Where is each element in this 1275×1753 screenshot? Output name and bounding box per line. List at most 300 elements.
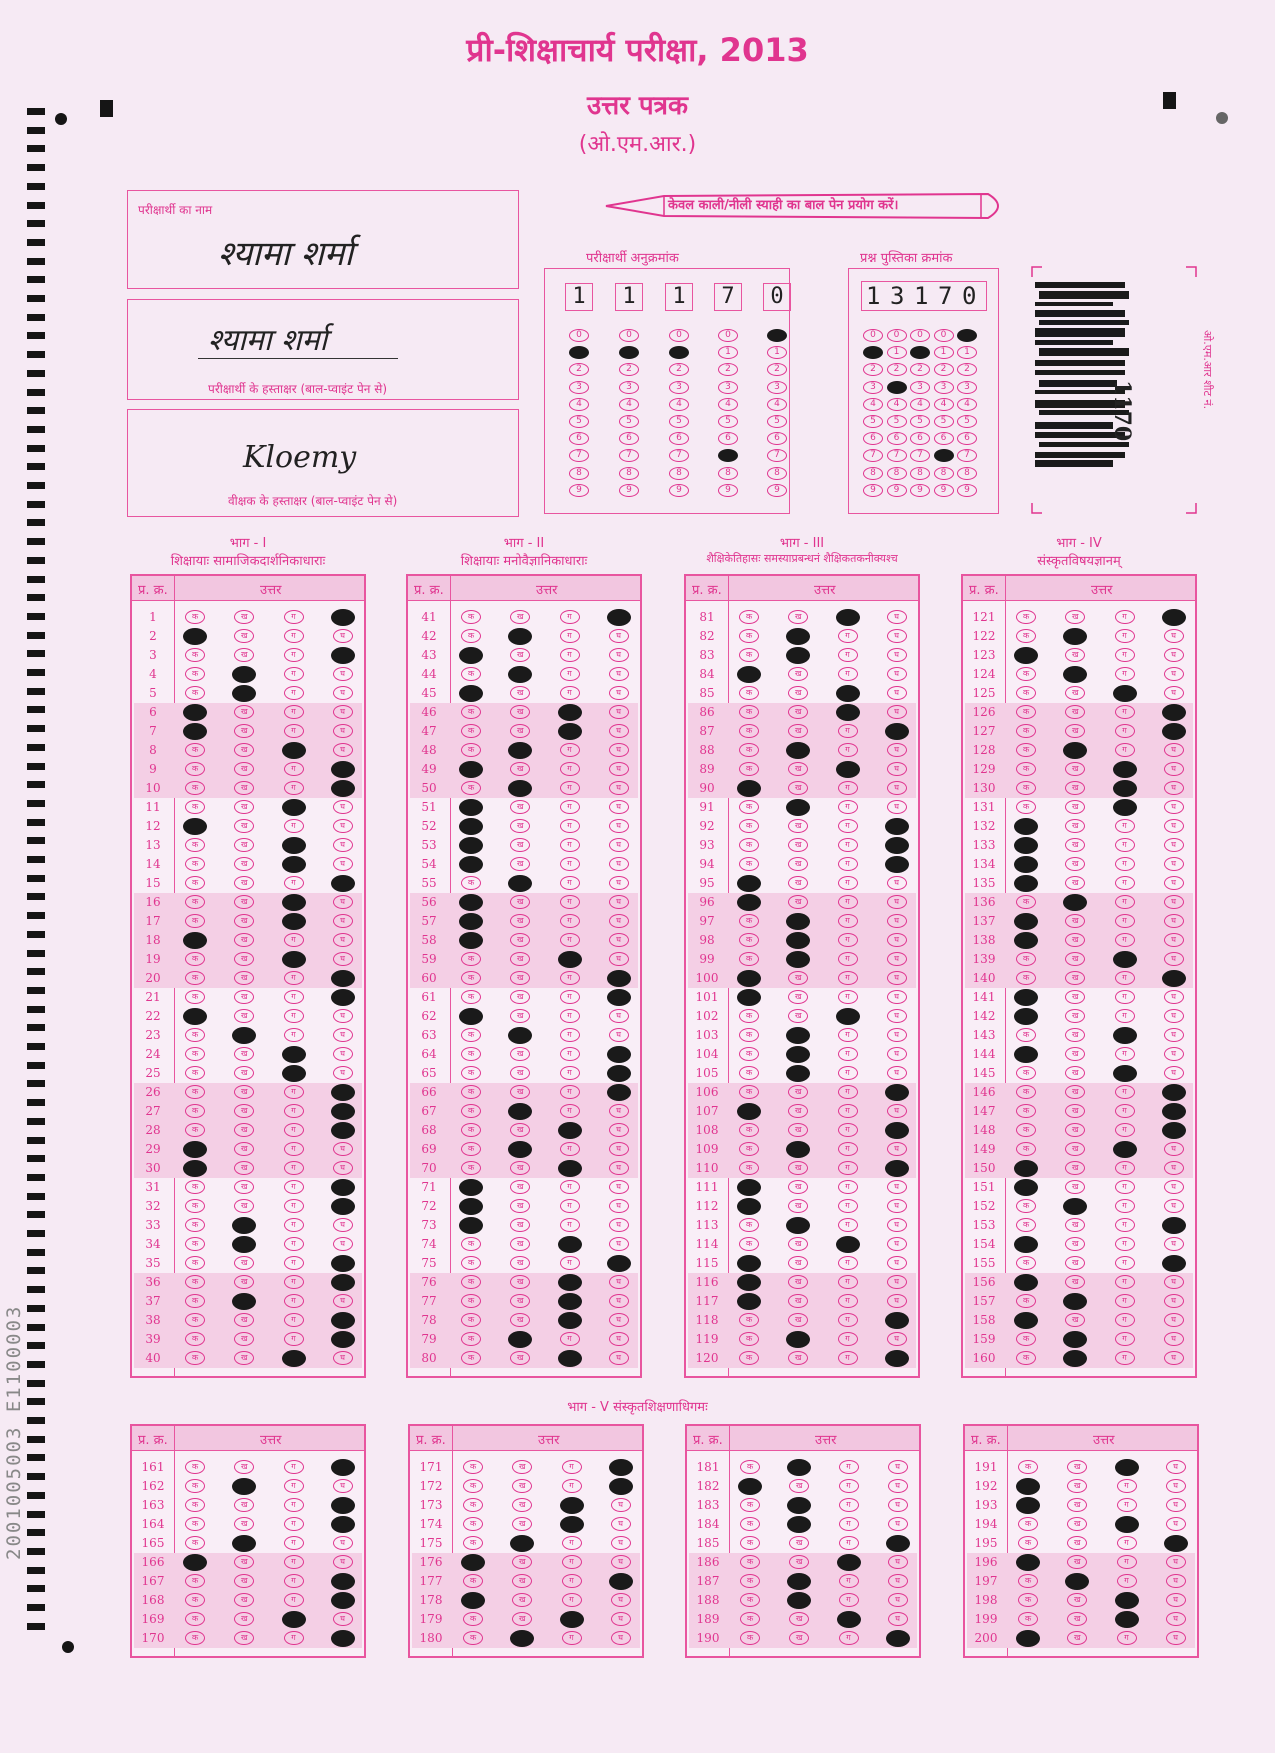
answer-bubble: घ (1166, 1479, 1186, 1493)
table-row (410, 1349, 638, 1368)
table-row (410, 969, 638, 988)
answer-bubble: घ (1166, 1631, 1186, 1645)
table-row (689, 1458, 917, 1477)
answer-bubble: ख (234, 762, 254, 776)
booklet-digit-bubble: 5 (863, 415, 883, 428)
booklet-digit-bubble (910, 346, 930, 359)
answer-bubble: क (185, 781, 205, 795)
question-number: 193 (974, 1498, 998, 1512)
table-row (689, 1496, 917, 1515)
answer-bubble: ख (510, 1180, 530, 1194)
question-number: 133 (972, 838, 996, 852)
question-number: 157 (972, 1294, 996, 1308)
answer-bubble: घ (887, 1047, 907, 1061)
booklet-digit-bubble (863, 346, 883, 359)
answer-bubble (1115, 1516, 1139, 1533)
answer-bubble: ग (284, 1498, 304, 1512)
answer-bubble: क (185, 686, 205, 700)
answer-bubble: क (461, 610, 481, 624)
answer-bubble: ग (1115, 724, 1135, 738)
question-number: 55 (421, 876, 437, 890)
answer-bubble: घ (1164, 857, 1184, 871)
answer-bubble: क (461, 1142, 481, 1156)
answer-bubble: क (739, 629, 759, 643)
answer-bubble: घ (1164, 895, 1184, 909)
answer-bubble: ग (1115, 895, 1135, 909)
answer-bubble (1014, 837, 1038, 854)
answer-bubble (1014, 1008, 1038, 1025)
question-number: 165 (141, 1536, 165, 1550)
answer-bubble: ख (1065, 610, 1085, 624)
answer-bubble: क (461, 1275, 481, 1289)
table-row (967, 1629, 1195, 1648)
answer-bubble (331, 1516, 355, 1533)
answer-bubble: क (1016, 705, 1036, 719)
answer-bubble: घ (888, 1517, 908, 1531)
answer-bubble (1113, 1065, 1137, 1082)
answer-bubble (885, 837, 909, 854)
answer-bubble: ग (1115, 1180, 1135, 1194)
answer-table (684, 574, 920, 1378)
answer-bubble: ख (510, 838, 530, 852)
answer-bubble (737, 1179, 761, 1196)
answer-bubble: ख (1065, 1028, 1085, 1042)
booklet-digit-bubble: 3 (863, 381, 883, 394)
question-number: 6 (149, 705, 157, 719)
answer-bubble: ग (284, 1161, 304, 1175)
answer-bubble: घ (1164, 952, 1184, 966)
question-number: 54 (421, 857, 437, 871)
answer-bubble: ग (284, 648, 304, 662)
answer-bubble: घ (1164, 1066, 1184, 1080)
answer-bubble (331, 1592, 355, 1609)
answer-bubble (1014, 818, 1038, 835)
answer-bubble: ग (562, 1479, 582, 1493)
answer-bubble: घ (887, 705, 907, 719)
answer-bubble (1113, 1141, 1137, 1158)
answer-bubble: घ (333, 1479, 353, 1493)
table-row (134, 665, 362, 684)
answer-bubble: ख (510, 762, 530, 776)
answer-bubble (1162, 1122, 1186, 1139)
answer-bubble (609, 1478, 633, 1495)
answer-bubble: ख (234, 952, 254, 966)
table-row (965, 627, 1193, 646)
answer-bubble: घ (1164, 800, 1184, 814)
answer-bubble: घ (611, 1612, 631, 1626)
question-number: 158 (972, 1313, 996, 1327)
answer-bubble: घ (1164, 686, 1184, 700)
booklet-digit-bubble: 9 (887, 484, 907, 497)
answer-bubble: ग (284, 1313, 304, 1327)
booklet-digit-bubble: 6 (910, 432, 930, 445)
roll-digit-bubble: 3 (767, 381, 787, 394)
answer-bubble: ग (838, 933, 858, 947)
answer-bubble: क (1016, 686, 1036, 700)
booklet-digit: 3 (890, 282, 905, 310)
question-number: 2 (149, 629, 157, 643)
answer-bubble: ख (789, 1536, 809, 1550)
question-number: 120 (695, 1351, 719, 1365)
answer-bubble: ग (1117, 1574, 1137, 1588)
answer-bubble: ख (234, 990, 254, 1004)
question-number-header: प्र. क्र. (693, 1433, 723, 1448)
question-number: 173 (419, 1498, 443, 1512)
answer-bubble (1113, 799, 1137, 816)
answer-bubble: क (1016, 762, 1036, 776)
question-number: 136 (972, 895, 996, 909)
answer-bubble: क (739, 800, 759, 814)
table-row (412, 1515, 640, 1534)
answer-table-header (132, 1426, 364, 1451)
answer-bubble: ख (512, 1479, 532, 1493)
roll-digit-bubble: 2 (669, 363, 689, 376)
timing-mark (27, 576, 45, 583)
answer-bubble (331, 1331, 355, 1348)
table-row (688, 950, 916, 969)
answer-bubble: घ (609, 1142, 629, 1156)
answer-bubble: घ (1164, 1294, 1184, 1308)
answer-bubble: ख (788, 705, 808, 719)
section-title (110, 533, 386, 569)
answer-bubble: ख (788, 1085, 808, 1099)
table-row (688, 988, 916, 1007)
answer-bubble: घ (887, 1028, 907, 1042)
answer-bubble: क (185, 838, 205, 852)
booklet-digit-bubble: 1 (887, 346, 907, 359)
answer-bubble (331, 1198, 355, 1215)
table-row (689, 1610, 917, 1629)
question-number: 142 (972, 1009, 996, 1023)
answer-bubble: क (1016, 1085, 1036, 1099)
answer-bubble: ख (234, 629, 254, 643)
answer-bubble: घ (333, 1142, 353, 1156)
answer-bubble (786, 951, 810, 968)
question-number: 130 (972, 781, 996, 795)
answer-bubble: ख (1065, 1142, 1085, 1156)
question-number: 75 (421, 1256, 437, 1270)
answer-bubble: क (185, 876, 205, 890)
answer-bubble: घ (333, 1066, 353, 1080)
roll-digit-bubble: 1 (767, 346, 787, 359)
answer-bubble: ख (512, 1593, 532, 1607)
timing-mark (27, 1361, 45, 1368)
answer-bubble (331, 1630, 355, 1647)
answer-bubble: ग (284, 1180, 304, 1194)
answer-bubble: ग (562, 1593, 582, 1607)
table-row (688, 1102, 916, 1121)
table-row (688, 703, 916, 722)
timing-mark (27, 1529, 45, 1536)
answer-bubble (787, 1592, 811, 1609)
answer-bubble: ग (838, 648, 858, 662)
answer-bubble: घ (609, 1123, 629, 1137)
answer-bubble: क (1016, 629, 1036, 643)
question-number: 172 (419, 1479, 443, 1493)
answer-bubble: ग (284, 1574, 304, 1588)
answer-bubble: ख (788, 762, 808, 776)
answer-bubble: ग (838, 1028, 858, 1042)
table-row (134, 912, 362, 931)
answer-bubble: क (185, 1294, 205, 1308)
answer-bubble: ख (788, 1180, 808, 1194)
answer-bubble: ग (839, 1536, 859, 1550)
answer-bubble: ख (788, 1275, 808, 1289)
timing-mark (27, 519, 45, 526)
timing-mark (27, 1006, 45, 1013)
answer-bubble: घ (609, 838, 629, 852)
question-number: 35 (145, 1256, 161, 1270)
question-number: 110 (695, 1161, 719, 1175)
answer-bubble: ख (1065, 1180, 1085, 1194)
table-row (965, 646, 1193, 665)
answer-bubble: ग (560, 743, 580, 757)
roll-digit-bubble: 8 (669, 467, 689, 480)
table-row (134, 874, 362, 893)
answer-bubble: घ (609, 781, 629, 795)
side-code: 2001005003 E1100003 (3, 1304, 25, 1560)
candidate-signature-box (127, 299, 519, 400)
roll-digit-bubble: 6 (669, 432, 689, 445)
timing-mark (27, 1249, 45, 1256)
answer-bubble: घ (887, 762, 907, 776)
answer-table-header (408, 576, 640, 601)
question-number: 114 (695, 1237, 719, 1251)
booklet-digit-bubble: 9 (910, 484, 930, 497)
answer-bubble (1063, 1331, 1087, 1348)
answer-bubble: ख (234, 1313, 254, 1327)
question-number: 102 (695, 1009, 719, 1023)
answer-bubble (1162, 704, 1186, 721)
registration-dot-bottom (62, 1641, 74, 1653)
answer-bubble (508, 875, 532, 892)
booklet-digit-bubble: 9 (957, 484, 977, 497)
roll-digit-bubble (619, 346, 639, 359)
table-row (965, 1349, 1193, 1368)
answer-bubble: ख (234, 800, 254, 814)
answer-bubble: ख (788, 838, 808, 852)
table-row (410, 817, 638, 836)
answer-bubble: ग (1115, 971, 1135, 985)
answer-bubble: ग (1115, 1218, 1135, 1232)
question-number: 99 (699, 952, 715, 966)
question-number: 92 (699, 819, 715, 833)
answer-bubble (508, 742, 532, 759)
table-row (412, 1572, 640, 1591)
booklet-digit-bubble: 6 (863, 432, 883, 445)
answer-bubble: ग (562, 1631, 582, 1645)
answer-bubble: घ (609, 1180, 629, 1194)
answer-bubble: ग (284, 724, 304, 738)
question-number: 43 (421, 648, 437, 662)
roll-digit-bubble: 4 (669, 398, 689, 411)
answer-bubble: ग (839, 1460, 859, 1474)
table-row (688, 1140, 916, 1159)
answer-bubble: ग (1115, 1123, 1135, 1137)
question-number: 101 (695, 990, 719, 1004)
question-number: 78 (421, 1313, 437, 1327)
timing-mark (27, 1024, 45, 1031)
roll-digit-bubble: 3 (619, 381, 639, 394)
table-row (965, 1140, 1193, 1159)
roll-digit-bubble: 4 (718, 398, 738, 411)
answer-bubble: ग (1117, 1555, 1137, 1569)
booklet-digit-bubble: 7 (887, 449, 907, 462)
answer-bubble: ग (1115, 914, 1135, 928)
question-number: 95 (699, 876, 715, 890)
section-5-part: भाग - V (567, 1400, 609, 1415)
answer-bubble: ग (284, 1536, 304, 1550)
section-name: शिक्षायाः मनोवैज्ञानिकाधाराः (460, 554, 588, 569)
table-row (410, 1216, 638, 1235)
booklet-digit-bubble: 2 (957, 363, 977, 376)
answer-bubble (885, 1312, 909, 1329)
answer-bubble: क (740, 1612, 760, 1626)
answer-table-header (965, 1426, 1197, 1451)
question-number: 156 (972, 1275, 996, 1289)
answer-bubble (737, 875, 761, 892)
timing-mark (27, 389, 45, 396)
answer-bubble: ख (510, 1047, 530, 1061)
answer-bubble (331, 1274, 355, 1291)
answer-bubble (607, 1046, 631, 1063)
answer-bubble (1113, 761, 1137, 778)
table-row (410, 950, 638, 969)
answer-bubble: घ (333, 914, 353, 928)
answer-bubble (786, 1027, 810, 1044)
answer-bubble (558, 1122, 582, 1139)
answer-bubble (1014, 1046, 1038, 1063)
question-number: 65 (421, 1066, 437, 1080)
roll-number-label: परीक्षार्थी अनुक्रमांक (586, 251, 679, 266)
answer-bubble (331, 989, 355, 1006)
answer-bubble: ग (1115, 1351, 1135, 1365)
answer-bubble (459, 818, 483, 835)
answer-bubble: ख (1065, 762, 1085, 776)
answer-bubble: घ (609, 1199, 629, 1213)
answer-bubble: ख (510, 800, 530, 814)
answer-bubble: घ (333, 1047, 353, 1061)
table-row (688, 1083, 916, 1102)
question-number-header: प्र. क्र. (416, 1433, 446, 1448)
answer-table-header (963, 576, 1195, 601)
answer-bubble: ख (510, 990, 530, 1004)
answer-bubble: घ (611, 1555, 631, 1569)
table-row (965, 1235, 1193, 1254)
question-number: 198 (974, 1593, 998, 1607)
answer-bubble (331, 761, 355, 778)
answer-bubble (331, 1084, 355, 1101)
timing-mark (27, 1567, 45, 1574)
timing-mark (27, 1211, 45, 1218)
table-row (410, 1159, 638, 1178)
timing-mark (27, 501, 45, 508)
table-row (134, 1330, 362, 1349)
answer-bubble: ग (838, 952, 858, 966)
question-number: 31 (145, 1180, 161, 1194)
answer-bubble (786, 742, 810, 759)
question-number: 161 (141, 1460, 165, 1474)
answer-bubble: क (739, 1085, 759, 1099)
answer-bubble: ग (284, 1593, 304, 1607)
answer-bubble (558, 1293, 582, 1310)
answer-bubble: घ (887, 610, 907, 624)
question-number: 137 (972, 914, 996, 928)
answer-bubble (885, 723, 909, 740)
table-row (688, 741, 916, 760)
answer-bubble (737, 1274, 761, 1291)
answer-bubble: ख (1065, 1047, 1085, 1061)
answer-bubble: ग (838, 1085, 858, 1099)
answer-bubble (1162, 1255, 1186, 1272)
answer-bubble (885, 818, 909, 835)
answer-bubble: क (185, 1460, 205, 1474)
table-row (965, 893, 1193, 912)
answer-bubble (1014, 913, 1038, 930)
question-number: 47 (421, 724, 437, 738)
answer-bubble: घ (887, 648, 907, 662)
question-number: 88 (699, 743, 715, 757)
answer-bubble: ख (510, 895, 530, 909)
table-row (688, 779, 916, 798)
answer-bubble: ख (234, 876, 254, 890)
table-row (410, 722, 638, 741)
answer-bubble: क (185, 857, 205, 871)
answer-bubble (331, 1497, 355, 1514)
table-row (688, 684, 916, 703)
answer-bubble: क (739, 1351, 759, 1365)
table-row (965, 1216, 1193, 1235)
timing-mark (27, 1118, 45, 1125)
answer-bubble: घ (611, 1498, 631, 1512)
answer-bubble: क (739, 724, 759, 738)
answer-bubble: क (1016, 1104, 1036, 1118)
answer-bubble: क (185, 1612, 205, 1626)
answer-bubble (836, 609, 860, 626)
answer-bubble: क (739, 1237, 759, 1251)
question-number: 87 (699, 724, 715, 738)
answer-bubble: घ (1164, 1332, 1184, 1346)
answer-bubble: ग (284, 1123, 304, 1137)
question-number: 105 (695, 1066, 719, 1080)
roll-digit-bubble: 2 (569, 363, 589, 376)
answer-bubble: ग (838, 1123, 858, 1137)
question-number: 85 (699, 686, 715, 700)
answer-bubble: ख (510, 705, 530, 719)
answer-bubble: क (740, 1574, 760, 1588)
question-number: 80 (421, 1351, 437, 1365)
answer-bubble: ग (838, 895, 858, 909)
question-number: 67 (421, 1104, 437, 1118)
answer-header: उत्तर (260, 1433, 282, 1448)
answer-bubble (232, 1027, 256, 1044)
roll-digit-bubble: 5 (569, 415, 589, 428)
answer-bubble: ख (788, 1294, 808, 1308)
table-row (410, 665, 638, 684)
answer-bubble (459, 1217, 483, 1234)
table-row (134, 969, 362, 988)
answer-bubble: ख (788, 1313, 808, 1327)
answer-bubble: ग (838, 1104, 858, 1118)
question-number: 113 (695, 1218, 719, 1232)
omr-label: (ओ.एम.आर.) (578, 132, 697, 157)
answer-bubble: ख (1067, 1631, 1087, 1645)
answer-bubble: ख (510, 1199, 530, 1213)
answer-bubble: ख (1067, 1498, 1087, 1512)
answer-bubble: ग (284, 705, 304, 719)
question-number: 64 (421, 1047, 437, 1061)
answer-bubble: क (461, 1047, 481, 1061)
